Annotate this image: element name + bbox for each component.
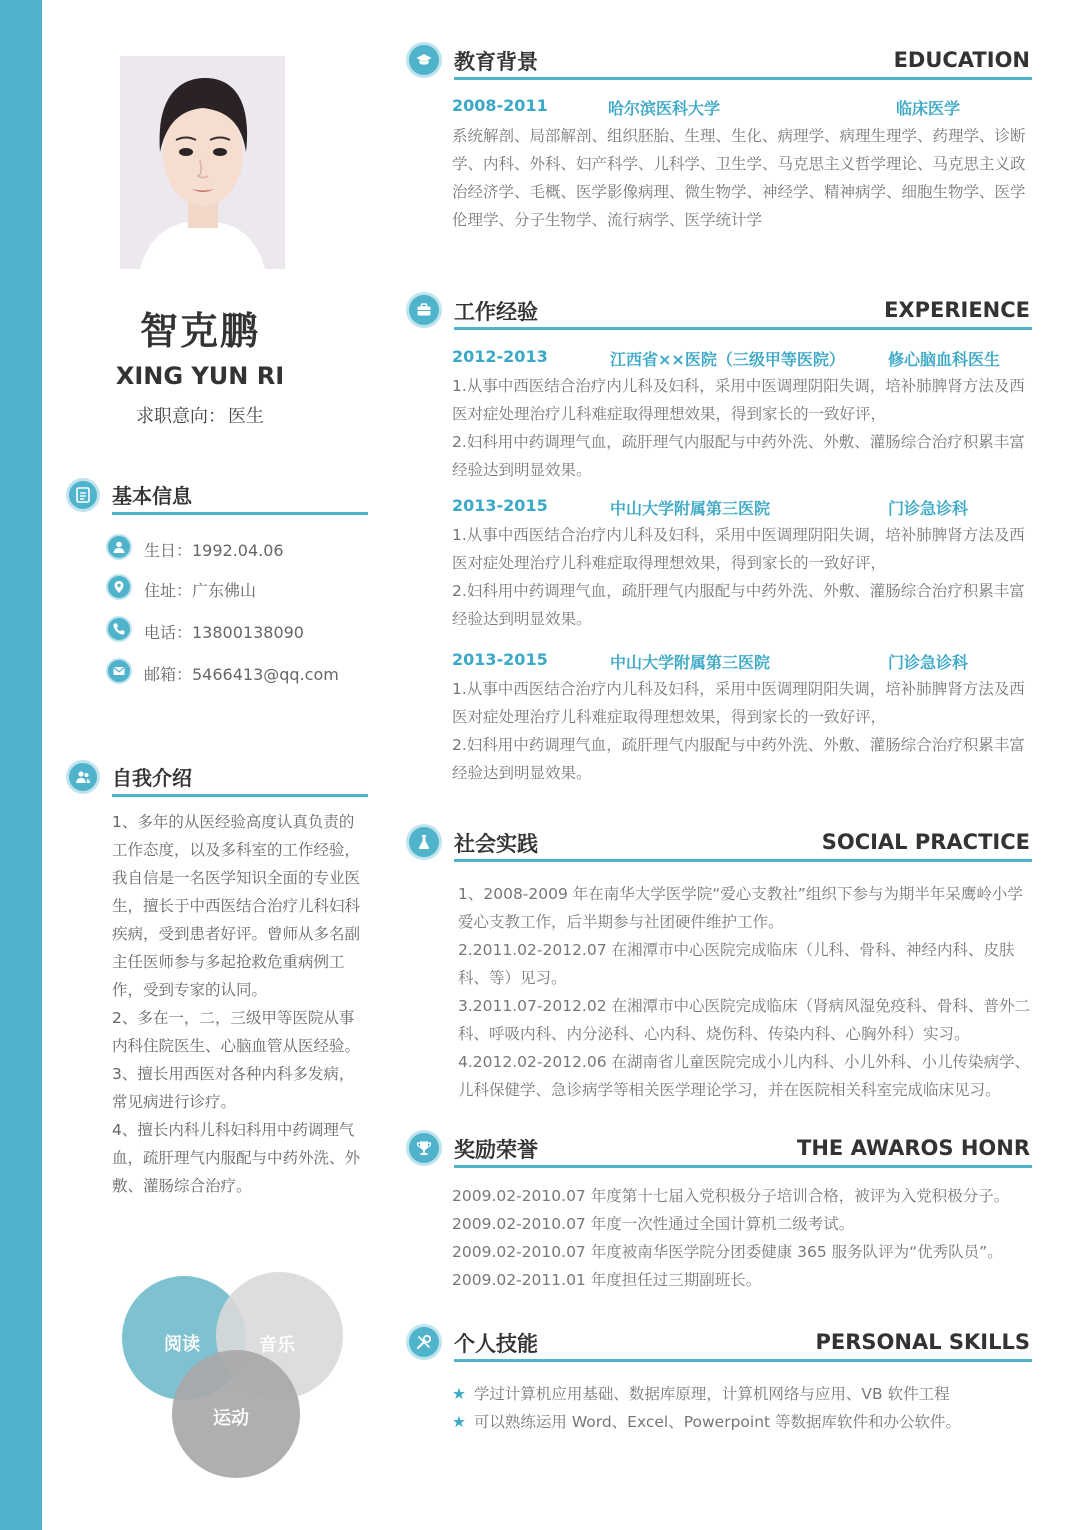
profile-photo: [120, 56, 285, 269]
social-practice-underline: [454, 859, 1032, 862]
job-line: 2.妇科用中药调理气血，疏肝理气内服配与中药外洗、外敷、灌肠综合治疗积累丰富经验达到明显效果。: [452, 433, 1025, 479]
social-practice-title: 社会实践: [454, 832, 538, 856]
birthday-text: 生日：1992.04.06: [144, 541, 284, 560]
job-description: [452, 521, 1030, 633]
experience-header: [406, 292, 1032, 336]
skills-header: [406, 1324, 1032, 1368]
job-line: 1.从事中西医结合治疗内儿科及妇科，采用中医调理阴阳失调，培补肺脾肾方法及西医对症处理治疗儿科难症取得理想效果，得到家长的一致好评，: [452, 377, 1025, 423]
skills-underline: [454, 1359, 1032, 1362]
basic-info-underline: [112, 512, 368, 515]
education-period: 2008-2011: [452, 96, 548, 115]
info-address: [106, 574, 356, 602]
person-icon: [106, 534, 132, 560]
job-line: 2.妇科用中药调理气血，疏肝理气内服配与中药外洗、外敷、灌肠综合治疗积累丰富经验达到明显效果。: [452, 582, 1025, 628]
skill-item: [452, 1382, 1030, 1404]
left-accent-bar: [0, 0, 42, 1530]
social-practice-header: [406, 824, 1032, 868]
education-major: 临床医学: [896, 99, 961, 118]
awards-underline: [454, 1165, 1032, 1168]
trophy-icon: [406, 1130, 442, 1166]
award-item: 2009.02-2010.07 年度一次性通过全国计算机二级考试。: [452, 1215, 855, 1233]
hobby-label-sport: 运动: [213, 1408, 249, 1429]
education-school: 哈尔滨医科大学: [608, 99, 721, 118]
awards-title: 奖励荣誉: [454, 1138, 538, 1162]
award-item: 2009.02-2011.01 年度担任过三期副班长。: [452, 1271, 762, 1289]
job-intent-value: 医生: [228, 406, 264, 427]
job-role: 门诊急诊科: [888, 499, 969, 518]
star-icon: ★: [452, 1385, 466, 1403]
job-period: 2013-2015: [452, 496, 548, 515]
email-text: 邮箱：5466413@qq.com: [144, 665, 339, 684]
self-intro-underline: [112, 794, 368, 797]
job-intent-label: 求职意向：: [136, 406, 226, 427]
briefcase-icon: [406, 292, 442, 328]
award-item: 2009.02-2010.07 年度第十七届入党积极分子培训合格，被评为入党积极分子。: [452, 1187, 1010, 1205]
job-role: 门诊急诊科: [888, 653, 969, 672]
graduation-cap-icon: [406, 42, 442, 78]
self-intro-paragraph: 4、擅长内科儿科妇科用中药调理气血，疏肝理气内服配与中药外洗、外敷、灌肠综合治疗。: [112, 1121, 361, 1195]
star-icon: ★: [452, 1413, 466, 1431]
name-english: XING YUN RI: [115, 362, 285, 390]
job-line: 1.从事中西医结合治疗内儿科及妇科，采用中医调理阴阳失调，培补肺脾肾方法及西医对症处理治疗儿科难症取得理想效果，得到家长的一致好评，: [452, 680, 1025, 726]
flask-icon: [406, 824, 442, 860]
social-practice-item: 4.2012.02-2012.06 在湖南省儿童医院完成小儿内科、小儿外科、小儿传染病学、儿科保健学、急诊病学等相关医学理论学习，并在医院相关科室完成临床见习。: [458, 1053, 1031, 1099]
skill-text: 可以熟练运用 Word、Excel、Powerpoint 等数据库软件和办公软件。: [473, 1413, 962, 1431]
location-pin-icon: [106, 574, 132, 600]
awards-header: [406, 1130, 1032, 1174]
awards-list: [452, 1182, 1030, 1294]
experience-underline: [454, 327, 1032, 330]
phone-icon: [106, 616, 132, 642]
award-item: 2009.02-2010.07 年度被南华医学院分团委健康 365 服务队评为“优秀队员”。: [452, 1243, 1003, 1261]
job-description: [452, 675, 1030, 787]
skills-title-en: PERSONAL SKILLS: [815, 1330, 1030, 1354]
job-period: 2012-2013: [452, 347, 548, 366]
self-intro-title: 自我介绍: [112, 766, 192, 790]
experience-title-en: EXPERIENCE: [884, 298, 1030, 322]
education-title: 教育背景: [454, 50, 538, 74]
hobby-label-music: 音乐: [259, 1335, 295, 1356]
mail-icon: [106, 658, 132, 684]
job-line: 1.从事中西医结合治疗内儿科及妇科，采用中医调理阴阳失调，培补肺脾肾方法及西医对症处理治疗儿科难症取得理想效果，得到家长的一致好评，: [452, 526, 1025, 572]
education-header: [406, 42, 1032, 86]
skill-text: 学过计算机应用基础、数据库原理，计算机网络与应用、VB 软件工程: [473, 1385, 950, 1403]
self-intro-header: [66, 760, 368, 800]
info-email: [106, 658, 356, 686]
social-practice-item: 2.2011.02-2012.07 在湘潭市中心医院完成临床（儿科、骨科、神经内科、皮肤科、等）见习。: [458, 941, 1015, 987]
education-title-en: EDUCATION: [893, 48, 1030, 72]
job-entry-head: [452, 496, 1032, 520]
education-entry-head: [452, 96, 1032, 120]
education-courses: [452, 122, 1030, 234]
hobby-label-reading: 阅读: [164, 1334, 200, 1355]
job-intent: [90, 402, 310, 428]
self-intro-text: [112, 808, 368, 1200]
education-underline: [454, 77, 1032, 80]
self-intro-paragraph: 1、多年的从医经验高度认真负责的工作态度，以及多科室的工作经验，我自信是一名医学知识全面的专业医生，擅长于中西医结合治疗儿科妇科疾病，受到患者好评。曾师从多名副主任医师参与多起抢救危重病例工作，受到专家的认同。: [112, 813, 361, 999]
id-card-icon: [66, 478, 100, 512]
social-practice-list: [458, 880, 1032, 1104]
job-org: 中山大学附属第三医院: [610, 499, 771, 518]
social-practice-item: 1、2008-2009 年在南华大学医学院“爱心支教社”组织下参与为期半年呆鹰岭小学爱心支教工作，后半期参与社团硬件维护工作。: [458, 885, 1023, 931]
name-chinese: 智克鹏: [139, 309, 260, 353]
job-entry-head: [452, 650, 1032, 674]
tools-icon: [406, 1324, 442, 1360]
job-org: 江西省××医院（三级甲等医院）: [610, 350, 845, 369]
self-intro-paragraph: 3、擅长用西医对各种内科多发病，常见病进行诊疗。: [112, 1065, 355, 1111]
awards-title-en: THE AWAROS HONR: [797, 1136, 1030, 1160]
phone-text: 电话：13800138090: [144, 623, 304, 642]
basic-info-title: 基本信息: [112, 484, 192, 508]
basic-info-header: [66, 478, 368, 518]
job-org: 中山大学附属第三医院: [610, 653, 771, 672]
experience-title: 工作经验: [454, 300, 538, 324]
education-courses-text: 系统解剖、局部解剖、组织胚胎、生理、生化、病理学、病理生理学、药理学、诊断学、内科、外科、妇产科学、儿科学、卫生学、马克思主义哲学理论、马克思主义政治经济学、毛概、医学影像病理、微生物学、神经学、精神病学、细胞生物学、医学伦理学、分子生物学、流行病学、医学统计学: [452, 127, 1026, 229]
people-icon: [66, 760, 100, 794]
job-role: 修心脑血科医生: [888, 350, 1001, 369]
self-intro-paragraph: 2、多在一，二，三级甲等医院从事内科住院医生、心脑血管从医经验。: [112, 1009, 361, 1055]
address-text: 住址：广东佛山: [144, 581, 257, 600]
job-entry-head: [452, 347, 1032, 371]
skills-title: 个人技能: [454, 1332, 538, 1356]
job-period: 2013-2015: [452, 650, 548, 669]
info-phone: [106, 616, 356, 644]
info-birthday: [106, 534, 356, 562]
job-description: [452, 372, 1030, 484]
social-practice-item: 3.2011.07-2012.02 在湘潭市中心医院完成临床（肾病风湿免疫科、骨科、普外二科、呼吸内科、内分泌科、心内科、烧伤科、传染内科、心胸外科）实习。: [458, 997, 1031, 1043]
skill-item: [452, 1410, 1030, 1432]
social-practice-title-en: SOCIAL PRACTICE: [821, 830, 1030, 854]
job-line: 2.妇科用中药调理气血，疏肝理气内服配与中药外洗、外敷、灌肠综合治疗积累丰富经验达到明显效果。: [452, 736, 1025, 782]
